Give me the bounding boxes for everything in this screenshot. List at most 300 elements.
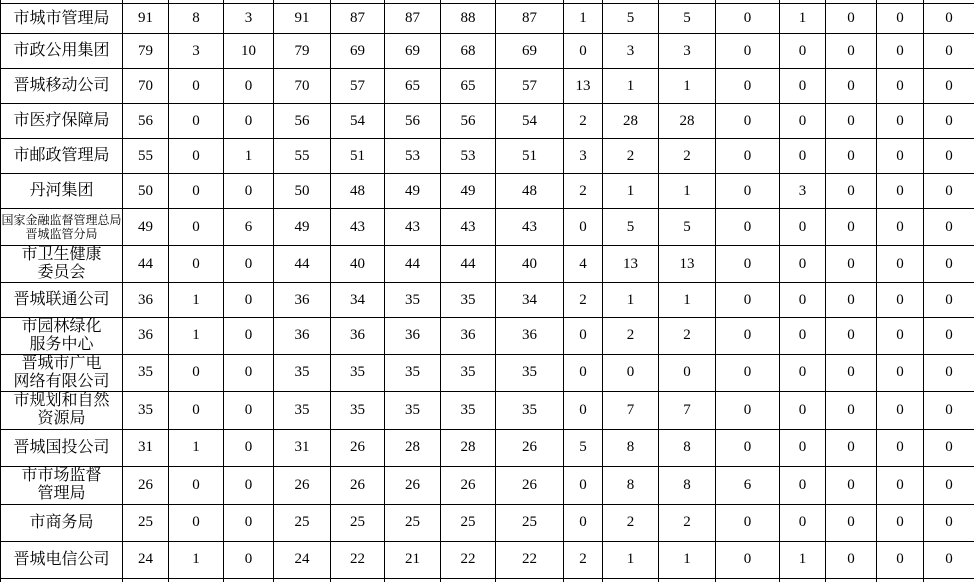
value-cell: 26 [274, 466, 331, 504]
value-cell: 49 [441, 174, 496, 209]
value-cell: 56 [274, 104, 331, 139]
value-cell: 0 [877, 104, 924, 139]
value-cell: 26 [385, 466, 441, 504]
org-name-line: 市邮政管理局 [13, 147, 110, 165]
value-cell: 0 [564, 34, 603, 69]
value-cell: 1 [169, 429, 224, 466]
table-row [1, 283, 974, 318]
value-cell: 0 [224, 391, 274, 429]
org-name-line: 网络有限公司 [13, 372, 110, 390]
org-name-cell [1, 354, 123, 391]
value-cell: 0 [716, 354, 780, 391]
value-cell: 79 [274, 34, 331, 69]
clipped-cell [877, 578, 924, 582]
value-cell: 0 [924, 246, 974, 283]
value-cell: 2 [564, 104, 603, 139]
value-cell: 26 [123, 466, 169, 504]
value-cell: 0 [826, 283, 877, 318]
value-cell: 5 [659, 209, 716, 246]
value-cell: 1 [603, 541, 659, 578]
org-name-cell [1, 541, 123, 578]
value-cell: 0 [780, 318, 826, 355]
value-cell: 0 [877, 34, 924, 69]
value-cell: 0 [224, 246, 274, 283]
value-cell: 0 [224, 318, 274, 355]
clipped-cell [274, 578, 331, 582]
table-row [1, 174, 974, 209]
value-cell: 51 [331, 139, 385, 174]
value-cell: 55 [123, 139, 169, 174]
value-cell: 53 [441, 139, 496, 174]
value-cell: 0 [169, 354, 224, 391]
value-cell: 49 [385, 174, 441, 209]
value-cell: 91 [123, 4, 169, 34]
value-cell: 88 [441, 4, 496, 34]
value-cell: 0 [780, 246, 826, 283]
value-cell: 0 [169, 391, 224, 429]
org-name-line: 市规划和自然 [13, 392, 110, 410]
value-cell: 1 [169, 283, 224, 318]
value-cell: 0 [826, 209, 877, 246]
value-cell: 6 [224, 209, 274, 246]
value-cell: 0 [716, 139, 780, 174]
value-cell: 0 [826, 174, 877, 209]
value-cell: 0 [877, 541, 924, 578]
value-cell: 50 [274, 174, 331, 209]
value-cell: 2 [603, 318, 659, 355]
value-cell: 34 [331, 283, 385, 318]
value-cell: 1 [659, 174, 716, 209]
value-cell: 25 [385, 504, 441, 541]
value-cell: 3 [780, 174, 826, 209]
value-cell: 26 [331, 429, 385, 466]
org-name-cell [1, 391, 123, 429]
value-cell: 87 [331, 4, 385, 34]
value-cell: 43 [331, 209, 385, 246]
value-cell: 0 [826, 318, 877, 355]
value-cell: 4 [564, 246, 603, 283]
value-cell: 57 [331, 69, 385, 104]
value-cell: 43 [441, 209, 496, 246]
value-cell: 24 [274, 541, 331, 578]
value-cell: 0 [564, 318, 603, 355]
org-name-line: 市政公用集团 [13, 42, 110, 60]
value-cell: 3 [659, 34, 716, 69]
value-cell: 3 [603, 34, 659, 69]
value-cell: 0 [924, 34, 974, 69]
value-cell: 69 [385, 34, 441, 69]
value-cell: 36 [441, 318, 496, 355]
value-cell: 26 [496, 466, 564, 504]
value-cell: 40 [496, 246, 564, 283]
org-name-cell [1, 34, 123, 69]
value-cell: 0 [924, 4, 974, 34]
value-cell: 0 [224, 429, 274, 466]
value-cell: 0 [877, 354, 924, 391]
value-cell: 25 [496, 504, 564, 541]
value-cell: 22 [441, 541, 496, 578]
value-cell: 35 [441, 354, 496, 391]
org-name-cell [1, 283, 123, 318]
org-name-line: 市卫生健康 [21, 246, 102, 264]
clipped-cell [224, 578, 274, 582]
value-cell: 1 [603, 69, 659, 104]
org-name-cell [1, 466, 123, 504]
org-name-cell [1, 209, 123, 246]
value-cell: 2 [659, 318, 716, 355]
value-cell: 35 [123, 391, 169, 429]
value-cell: 0 [564, 504, 603, 541]
clipped-cell [123, 578, 169, 582]
value-cell: 0 [826, 504, 877, 541]
value-cell: 0 [169, 246, 224, 283]
table-row [1, 354, 974, 391]
value-cell: 1 [603, 283, 659, 318]
value-cell: 0 [924, 104, 974, 139]
value-cell: 69 [331, 34, 385, 69]
value-cell: 69 [496, 34, 564, 69]
value-cell: 0 [224, 283, 274, 318]
value-cell: 1 [603, 174, 659, 209]
value-cell: 0 [603, 354, 659, 391]
value-cell: 35 [441, 391, 496, 429]
table-row [1, 504, 974, 541]
clipped-cell [1, 578, 123, 582]
value-cell: 25 [331, 504, 385, 541]
value-cell: 8 [659, 466, 716, 504]
clipped-cell [331, 578, 385, 582]
value-cell: 0 [224, 541, 274, 578]
value-cell: 10 [224, 34, 274, 69]
value-cell: 0 [169, 104, 224, 139]
value-cell: 26 [331, 466, 385, 504]
clipped-cell [169, 578, 224, 582]
value-cell: 0 [780, 209, 826, 246]
value-cell: 0 [564, 209, 603, 246]
clipped-cell [924, 578, 974, 582]
value-cell: 1 [224, 139, 274, 174]
value-cell: 25 [441, 504, 496, 541]
value-cell: 53 [385, 139, 441, 174]
value-cell: 24 [123, 541, 169, 578]
value-cell: 44 [441, 246, 496, 283]
value-cell: 35 [385, 283, 441, 318]
value-cell: 0 [826, 69, 877, 104]
value-cell: 28 [385, 429, 441, 466]
value-cell: 54 [496, 104, 564, 139]
value-cell: 0 [877, 504, 924, 541]
table-body [1, 0, 974, 582]
value-cell: 0 [169, 174, 224, 209]
org-name-line: 市城市管理局 [13, 9, 110, 27]
value-cell: 70 [123, 69, 169, 104]
value-cell: 0 [659, 354, 716, 391]
value-cell: 0 [716, 174, 780, 209]
value-cell: 8 [169, 4, 224, 34]
value-cell: 0 [826, 104, 877, 139]
value-cell: 91 [274, 4, 331, 34]
value-cell: 0 [780, 504, 826, 541]
value-cell: 8 [659, 429, 716, 466]
org-name-cell [1, 504, 123, 541]
value-cell: 0 [780, 69, 826, 104]
clipped-cell [780, 578, 826, 582]
value-cell: 1 [169, 541, 224, 578]
org-name-cell [1, 429, 123, 466]
value-cell: 7 [603, 391, 659, 429]
clipped-cell [385, 578, 441, 582]
value-cell: 0 [826, 466, 877, 504]
value-cell: 5 [603, 4, 659, 34]
value-cell: 0 [716, 541, 780, 578]
value-cell: 0 [924, 209, 974, 246]
value-cell: 1 [659, 283, 716, 318]
org-name-line: 委员会 [37, 264, 86, 281]
value-cell: 13 [564, 69, 603, 104]
value-cell: 40 [331, 246, 385, 283]
value-cell: 0 [716, 318, 780, 355]
table-row [1, 104, 974, 139]
value-cell: 0 [877, 209, 924, 246]
value-cell: 0 [924, 504, 974, 541]
value-cell: 44 [385, 246, 441, 283]
value-cell: 0 [780, 391, 826, 429]
table-row [1, 139, 974, 174]
value-cell: 56 [123, 104, 169, 139]
value-cell: 0 [877, 318, 924, 355]
value-cell: 0 [564, 354, 603, 391]
value-cell: 0 [924, 139, 974, 174]
value-cell: 13 [659, 246, 716, 283]
org-name-line: 国家金融监督管理总局 [1, 212, 122, 227]
value-cell: 0 [924, 541, 974, 578]
value-cell: 35 [274, 391, 331, 429]
value-cell: 0 [716, 69, 780, 104]
value-cell: 0 [877, 139, 924, 174]
value-cell: 36 [123, 318, 169, 355]
value-cell: 0 [564, 466, 603, 504]
value-cell: 25 [123, 504, 169, 541]
value-cell: 26 [441, 466, 496, 504]
value-cell: 28 [441, 429, 496, 466]
org-name-line: 晋城监管分局 [25, 227, 98, 241]
value-cell: 0 [924, 391, 974, 429]
value-cell: 36 [274, 283, 331, 318]
table-row [1, 318, 974, 355]
org-name-line: 晋城国投公司 [13, 438, 110, 456]
value-cell: 2 [603, 504, 659, 541]
value-cell: 1 [780, 541, 826, 578]
value-cell: 0 [780, 429, 826, 466]
value-cell: 0 [169, 504, 224, 541]
value-cell: 0 [780, 104, 826, 139]
value-cell: 0 [716, 283, 780, 318]
org-name-line: 市医疗保障局 [13, 112, 110, 130]
value-cell: 0 [564, 391, 603, 429]
table-row [1, 69, 974, 104]
value-cell: 28 [603, 104, 659, 139]
value-cell: 35 [385, 354, 441, 391]
value-cell: 0 [169, 209, 224, 246]
org-name-line: 晋城电信公司 [13, 550, 110, 568]
value-cell: 36 [496, 318, 564, 355]
clipped-cell [603, 578, 659, 582]
value-cell: 35 [441, 283, 496, 318]
partial-row-bottom [1, 578, 974, 582]
value-cell: 43 [385, 209, 441, 246]
table-row [1, 541, 974, 578]
value-cell: 6 [716, 466, 780, 504]
org-name-cell [1, 174, 123, 209]
value-cell: 50 [123, 174, 169, 209]
value-cell: 0 [877, 283, 924, 318]
value-cell: 0 [924, 174, 974, 209]
value-cell: 2 [564, 541, 603, 578]
value-cell: 2 [564, 283, 603, 318]
value-cell: 0 [224, 354, 274, 391]
table-row [1, 34, 974, 69]
value-cell: 0 [877, 4, 924, 34]
value-cell: 3 [169, 34, 224, 69]
value-cell: 2 [564, 174, 603, 209]
clipped-cell [716, 578, 780, 582]
value-cell: 1 [659, 69, 716, 104]
value-cell: 7 [659, 391, 716, 429]
value-cell: 0 [716, 4, 780, 34]
table-row [1, 391, 974, 429]
org-name-line: 丹河集团 [29, 182, 94, 200]
value-cell: 0 [877, 466, 924, 504]
value-cell: 0 [924, 318, 974, 355]
value-cell: 36 [274, 318, 331, 355]
table-row [1, 4, 974, 34]
value-cell: 0 [877, 69, 924, 104]
value-cell: 49 [123, 209, 169, 246]
value-cell: 0 [169, 466, 224, 504]
value-cell: 0 [224, 466, 274, 504]
value-cell: 0 [716, 504, 780, 541]
value-cell: 0 [716, 34, 780, 69]
value-cell: 48 [496, 174, 564, 209]
clipped-cell [441, 578, 496, 582]
value-cell: 1 [659, 541, 716, 578]
value-cell: 54 [331, 104, 385, 139]
value-cell: 34 [496, 283, 564, 318]
clipped-cell [826, 578, 877, 582]
value-cell: 0 [877, 429, 924, 466]
value-cell: 0 [924, 466, 974, 504]
clipped-cell [496, 578, 564, 582]
value-cell: 0 [716, 246, 780, 283]
value-cell: 0 [924, 354, 974, 391]
value-cell: 31 [123, 429, 169, 466]
value-cell: 2 [659, 504, 716, 541]
value-cell: 22 [331, 541, 385, 578]
value-cell: 0 [224, 69, 274, 104]
value-cell: 56 [441, 104, 496, 139]
value-cell: 0 [169, 69, 224, 104]
org-name-line: 晋城移动公司 [13, 77, 110, 95]
org-name-line: 市园林绿化 [21, 318, 102, 335]
table-row [1, 246, 974, 283]
value-cell: 0 [826, 139, 877, 174]
value-cell: 0 [826, 4, 877, 34]
value-cell: 87 [496, 4, 564, 34]
value-cell: 35 [331, 354, 385, 391]
value-cell: 48 [331, 174, 385, 209]
value-cell: 0 [716, 429, 780, 466]
org-name-cell [1, 246, 123, 283]
value-cell: 0 [716, 209, 780, 246]
value-cell: 0 [780, 34, 826, 69]
value-cell: 0 [780, 139, 826, 174]
value-cell: 1 [169, 318, 224, 355]
value-cell: 13 [603, 246, 659, 283]
value-cell: 3 [564, 139, 603, 174]
value-cell: 36 [123, 283, 169, 318]
value-cell: 70 [274, 69, 331, 104]
value-cell: 49 [274, 209, 331, 246]
value-cell: 0 [924, 429, 974, 466]
value-cell: 3 [224, 4, 274, 34]
value-cell: 22 [496, 541, 564, 578]
value-cell: 0 [877, 391, 924, 429]
value-cell: 55 [274, 139, 331, 174]
value-cell: 65 [441, 69, 496, 104]
value-cell: 57 [496, 69, 564, 104]
value-cell: 35 [123, 354, 169, 391]
value-cell: 43 [496, 209, 564, 246]
value-cell: 21 [385, 541, 441, 578]
org-name-cell [1, 104, 123, 139]
value-cell: 0 [169, 139, 224, 174]
value-cell: 0 [826, 391, 877, 429]
value-cell: 0 [826, 429, 877, 466]
org-name-line: 晋城市广电 [21, 354, 102, 372]
org-name-cell [1, 318, 123, 355]
value-cell: 5 [659, 4, 716, 34]
org-name-line: 管理局 [37, 485, 86, 503]
table-row [1, 466, 974, 504]
value-cell: 0 [224, 104, 274, 139]
value-cell: 44 [274, 246, 331, 283]
org-name-line: 服务中心 [29, 335, 94, 353]
value-cell: 31 [274, 429, 331, 466]
value-cell: 0 [877, 246, 924, 283]
org-name-cell [1, 139, 123, 174]
value-cell: 56 [385, 104, 441, 139]
table-row [1, 429, 974, 466]
value-cell: 0 [716, 104, 780, 139]
value-cell: 44 [123, 246, 169, 283]
value-cell: 5 [564, 429, 603, 466]
org-name-line: 晋城联通公司 [13, 291, 110, 309]
org-name-cell [1, 4, 123, 34]
value-cell: 28 [659, 104, 716, 139]
value-cell: 26 [496, 429, 564, 466]
value-cell: 51 [496, 139, 564, 174]
value-cell: 35 [274, 354, 331, 391]
value-cell: 0 [780, 354, 826, 391]
value-cell: 8 [603, 429, 659, 466]
value-cell: 2 [659, 139, 716, 174]
value-cell: 35 [496, 354, 564, 391]
value-cell: 87 [385, 4, 441, 34]
value-cell: 0 [780, 466, 826, 504]
value-cell: 0 [826, 34, 877, 69]
value-cell: 0 [224, 174, 274, 209]
value-cell: 5 [603, 209, 659, 246]
